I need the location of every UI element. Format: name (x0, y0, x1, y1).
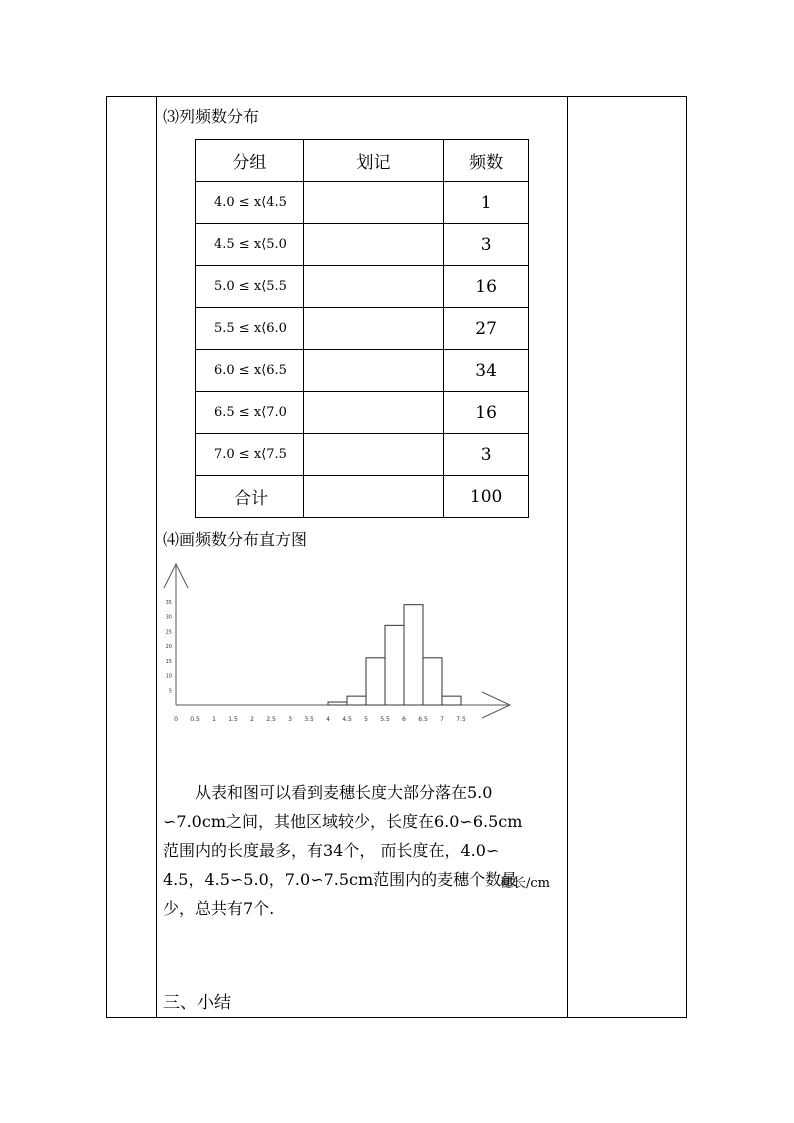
table-row (196, 224, 529, 266)
x-axis-unit-label: 穗长/cm (500, 876, 550, 891)
header-group: 分组 (196, 140, 304, 182)
column-divider-left (156, 96, 157, 1018)
x-tick-label: 2.5 (266, 716, 276, 723)
x-tick-label: 6.5 (418, 716, 428, 723)
tally-cell (303, 392, 443, 434)
frequency-cell: 3 (444, 224, 529, 266)
section4-heading: ⑷画频数分布直方图 (163, 530, 308, 549)
table-total-row (196, 476, 529, 518)
group-cell: 5.0 ≤ x⟨5.5 (196, 266, 304, 308)
x-tick-label: 7 (440, 716, 444, 723)
group-cell: 4.0 ≤ x⟨4.5 (196, 182, 304, 224)
table-header-row (196, 140, 529, 182)
table-row (196, 266, 529, 308)
x-tick-label: 3 (288, 716, 292, 723)
x-tick-label: 1 (212, 716, 216, 723)
y-tick-label: 10 (165, 673, 172, 680)
y-tick-label: 25 (165, 629, 172, 636)
group-cell: 5.5 ≤ x⟨6.0 (196, 308, 304, 350)
tally-cell (303, 182, 443, 224)
x-tick-label: 5.5 (380, 716, 390, 723)
table-row (196, 392, 529, 434)
group-cell: 4.5 ≤ x⟨5.0 (196, 224, 304, 266)
tally-cell (303, 308, 443, 350)
frequency-cell: 1 (444, 182, 529, 224)
y-tick-label: 20 (165, 644, 172, 650)
group-cell: 6.5 ≤ x⟨7.0 (196, 392, 304, 434)
tally-cell (303, 434, 443, 476)
header-frequency: 频数 (444, 140, 529, 182)
x-tick-label: 2 (250, 716, 254, 723)
column-divider-right (567, 96, 568, 1018)
paragraph-line: 4.5，4.5∽5.0，7.0∽7.5cm范围内的麦穗个数最 (163, 870, 518, 889)
tally-cell (303, 224, 443, 266)
table-row (196, 434, 529, 476)
table-row (196, 308, 529, 350)
x-tick-label: 7.5 (456, 716, 466, 723)
y-tick-label: 35 (165, 599, 172, 606)
paragraph-line: ∽7.0cm之间，其他区域较少，长度在6.0∽6.5cm (163, 812, 523, 831)
x-tick-label: 4.5 (342, 716, 352, 723)
group-cell: 7.0 ≤ x⟨7.5 (196, 434, 304, 476)
x-tick-label: 0 (174, 716, 178, 723)
frequency-table (195, 139, 529, 518)
table-row (196, 182, 529, 224)
group-cell: 6.0 ≤ x⟨6.5 (196, 350, 304, 392)
paragraph-line: 范围内的长度最多，有34个， 而长度在，4.0∽ (163, 841, 500, 860)
x-tick-label: 5 (364, 716, 368, 723)
y-tick-label: 5 (168, 688, 172, 695)
x-tick-label: 6 (402, 716, 406, 723)
y-tick-label: 15 (165, 658, 172, 665)
frequency-cell: 34 (444, 350, 529, 392)
x-tick-label: 4 (326, 716, 330, 723)
paragraph-line: 少，总共有7个. (163, 899, 275, 918)
paragraph-line: 从表和图可以看到麦穗长度大部分落在5.0 (195, 783, 493, 802)
x-tick-label: 0.5 (190, 716, 200, 723)
frequency-cell: 3 (444, 434, 529, 476)
y-tick-label: 30 (165, 614, 172, 621)
x-tick-label: 3.5 (304, 716, 314, 723)
total-value: 100 (444, 476, 529, 518)
tally-cell (303, 266, 443, 308)
header-tally: 划记 (303, 140, 443, 182)
table-row (196, 350, 529, 392)
conclusion-paragraph (163, 778, 563, 923)
x-tick-label: 1.5 (228, 716, 238, 723)
summary-heading: 三、小结 (163, 993, 231, 1013)
frequency-cell: 16 (444, 392, 529, 434)
frequency-cell: 16 (444, 266, 529, 308)
tally-cell (303, 350, 443, 392)
frequency-cell: 27 (444, 308, 529, 350)
total-label: 合计 (196, 476, 304, 518)
section3-heading: ⑶列频数分布 (163, 107, 260, 126)
total-tally-cell (303, 476, 443, 518)
